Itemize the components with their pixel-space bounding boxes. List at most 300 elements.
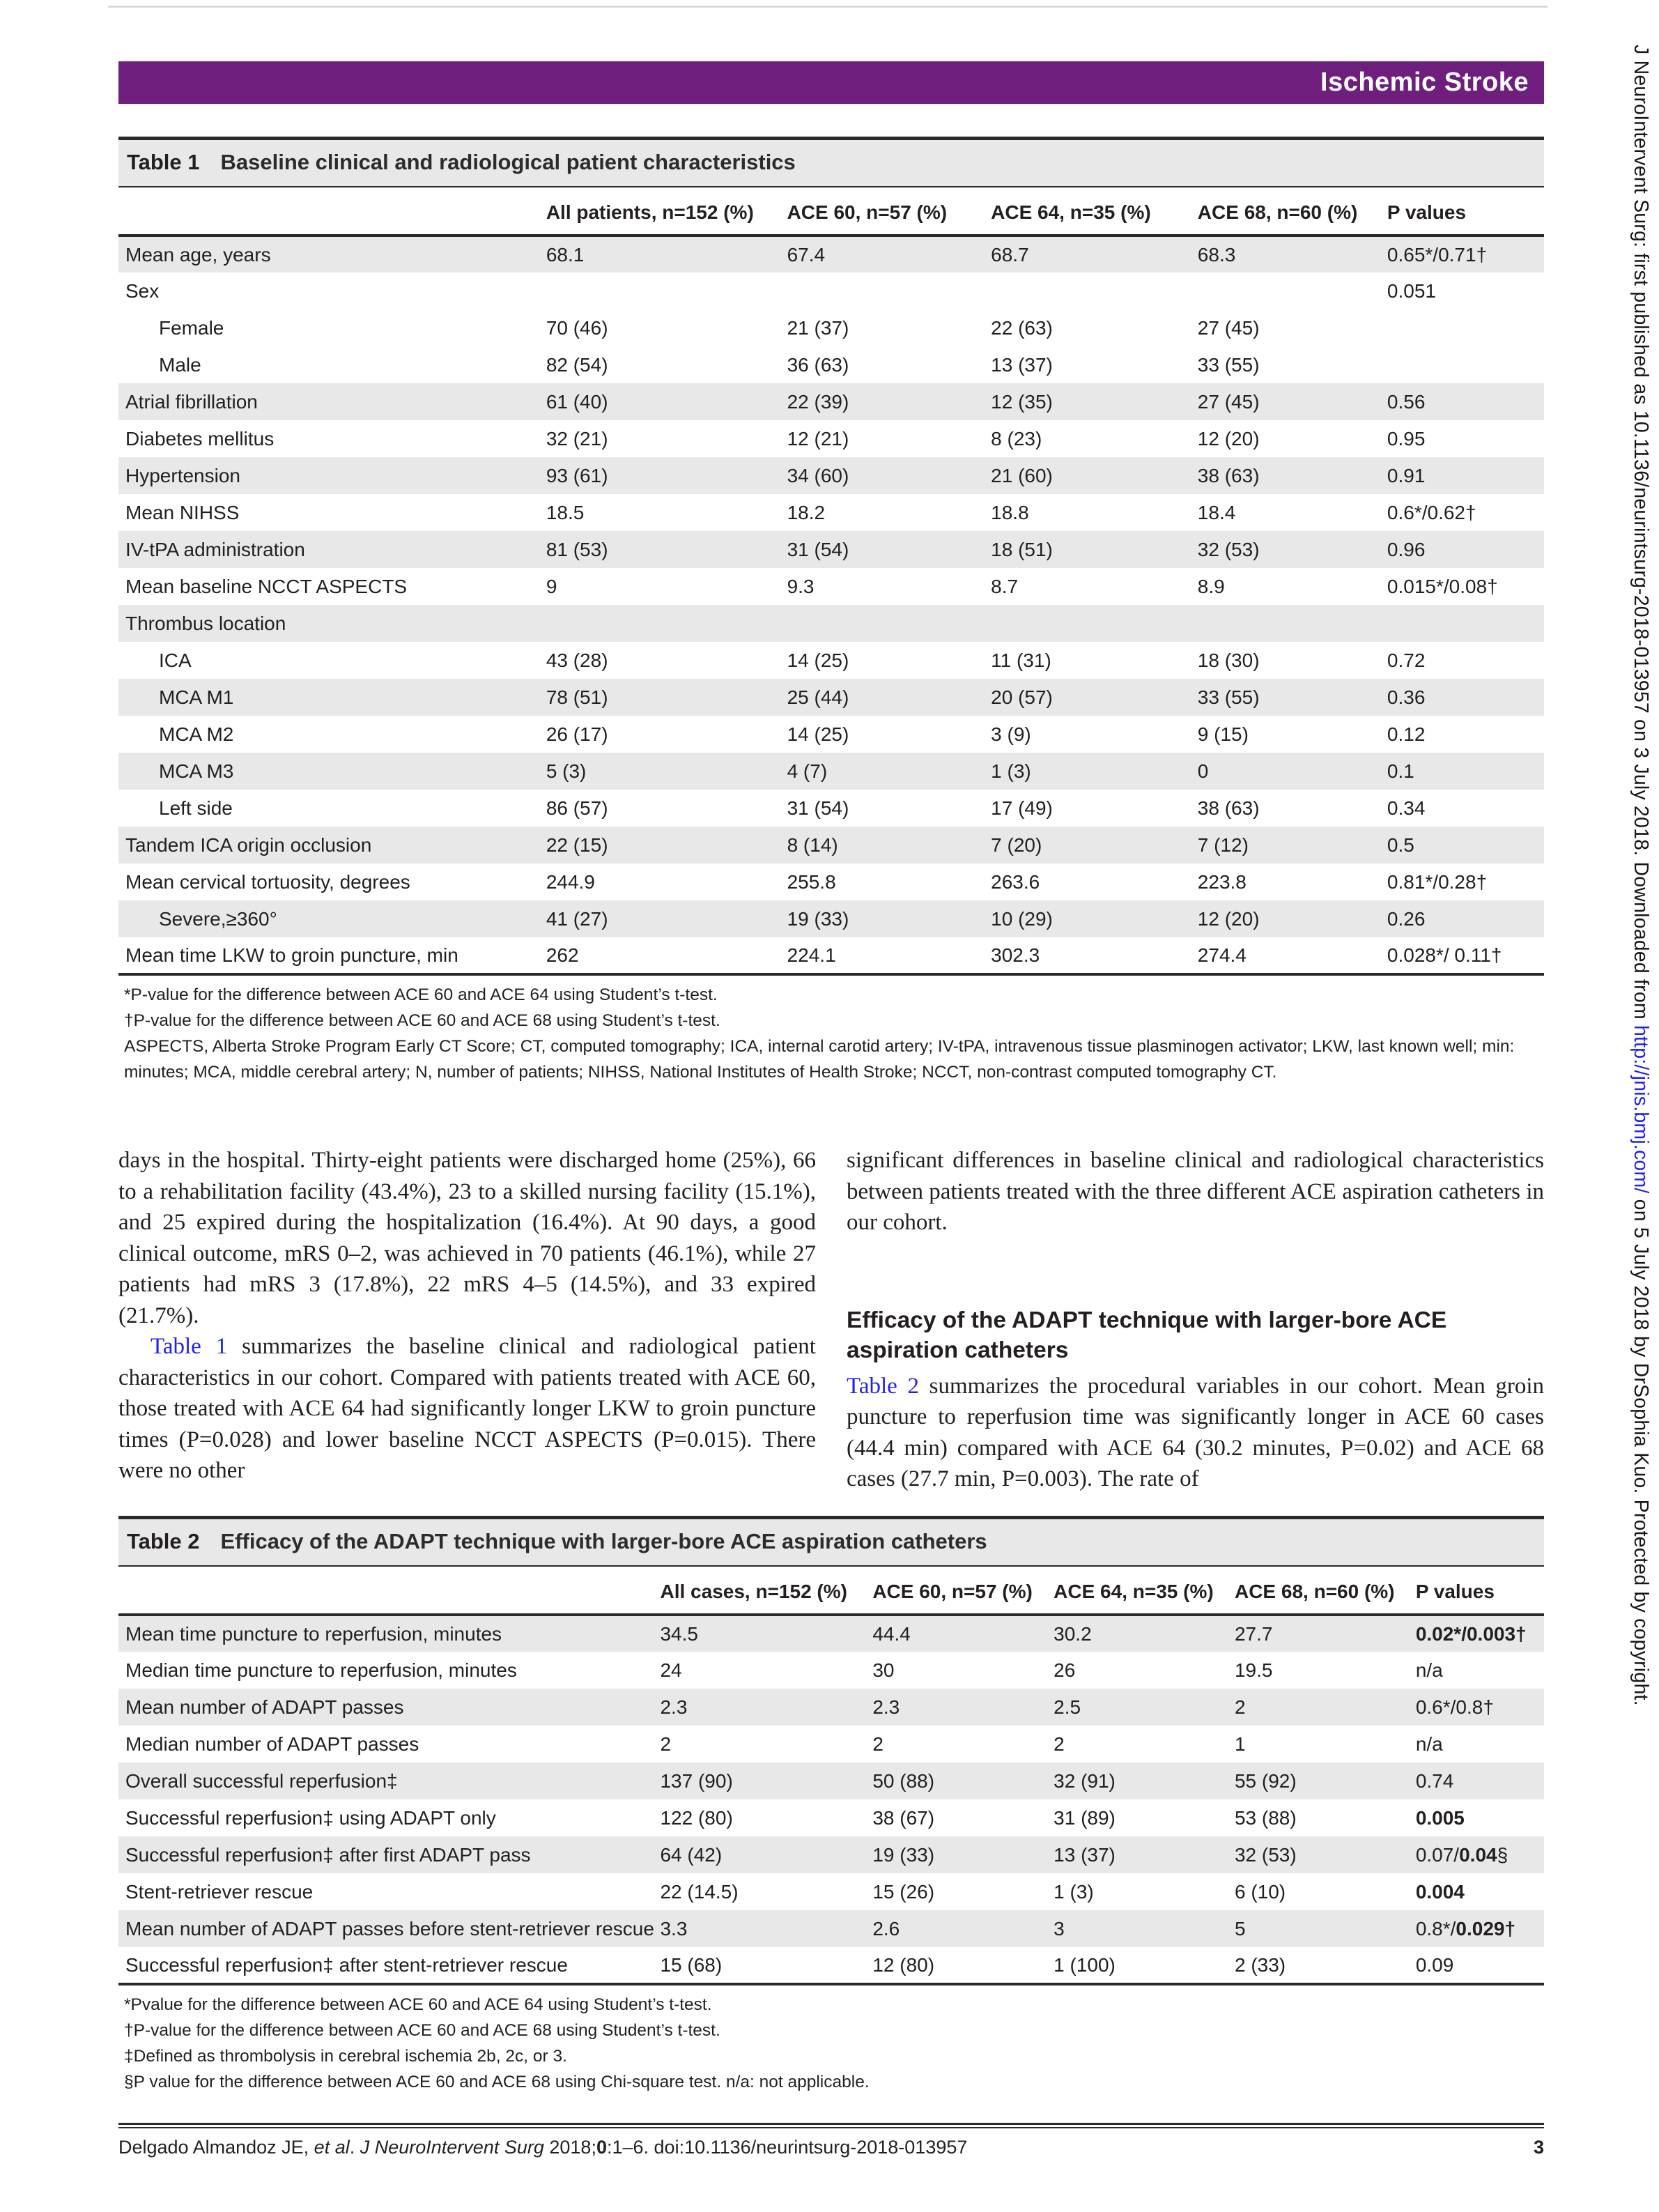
row-label: Mean age, years <box>125 244 271 266</box>
text-segment: 0.34 <box>1387 797 1426 819</box>
text-segment: 0.72 <box>1387 650 1426 671</box>
text-segment: . <box>349 2136 360 2158</box>
text-segment: 0.015*/0.08† <box>1387 576 1498 597</box>
cell-value: 41 (27) <box>546 908 608 930</box>
footnote: †P-value for the difference between ACE 60 and ACE 68 using Student’s t-test. <box>124 2020 720 2040</box>
cell-pvalue <box>1387 605 1544 642</box>
cell-value: 68.7 <box>991 244 1029 266</box>
table-row <box>118 790 1544 827</box>
column-header: ACE 60, n=57 (%) <box>872 1567 1054 1615</box>
column-header: All patients, n=152 (%) <box>546 187 787 236</box>
cell-value: 38 (67) <box>872 1806 935 1829</box>
body-text <box>118 1145 1544 1495</box>
footer-citation <box>118 2137 967 2158</box>
section-banner <box>118 61 1544 104</box>
row-label: Male <box>159 354 201 376</box>
cell-value: 5 (3) <box>546 760 587 782</box>
cell-pvalue <box>1387 900 1544 937</box>
row-label: MCA M3 <box>159 760 234 782</box>
cell-pvalue <box>1387 236 1544 272</box>
sidebar-link[interactable]: http://jnis.bmj.com/ <box>1630 1024 1652 1194</box>
cell-value: 302.3 <box>991 944 1040 966</box>
cell-value: 32 (53) <box>1234 1843 1297 1866</box>
table-row <box>118 716 1544 753</box>
text-segment: summarizes the procedural variables in our cohort. Mean groin puncture to reperfusion time was significantly longer in ACE 60 cases (44.4 min) compared with ACE 64 (30.2 minutes, P=0.02) and ACE 68 cases (27.7 min, P=0.003). The rate of <box>847 1373 1545 1491</box>
table2-header-row <box>118 1567 1544 1615</box>
cell-value: 32 (91) <box>1054 1769 1116 1792</box>
table-row <box>118 937 1544 974</box>
cell-value: 68.3 <box>1197 244 1236 266</box>
cell-value: 19.5 <box>1234 1659 1273 1681</box>
cell-pvalue <box>1416 1726 1544 1762</box>
row-label: Successful reperfusion‡ after stent-retriever rescue <box>125 1953 568 1976</box>
table-ref-link[interactable]: Table 1 <box>151 1334 228 1359</box>
text-segment: 0.81*/0.28† <box>1387 871 1488 893</box>
cell-pvalue <box>1416 1615 1544 1652</box>
cell-pvalue <box>1387 642 1544 679</box>
right-column-text <box>847 1145 1544 1495</box>
cell-value: 1 (100) <box>1054 1953 1116 1976</box>
paragraph <box>847 1145 1544 1238</box>
cell-value: 33 (55) <box>1197 354 1260 376</box>
footnote: ASPECTS, Alberta Stroke Program Early CT Score; CT, computed tomography; ICA, internal carotid artery; IV-tPA, intravenous tissue plasminogen activator; LKW, last known well; min: minutes; MCA, middle cerebral artery; N, number of patients; NIHSS, National Institutes of Health Stroke; NCCT, non-contrast computed tomography CT. <box>124 1037 1515 1082</box>
cell-value <box>991 272 1198 309</box>
cell-value: 32 (21) <box>546 428 608 450</box>
table1-container <box>118 137 1544 1095</box>
table1-header-row <box>118 187 1544 236</box>
text-segment: 0.029† <box>1456 1917 1516 1940</box>
cell-value <box>1198 272 1387 309</box>
cell-value: 20 (57) <box>991 686 1053 708</box>
table-row <box>118 642 1544 679</box>
cell-value: 2 <box>1054 1733 1065 1755</box>
cell-value: 2.5 <box>1054 1696 1081 1718</box>
cell-value: 61 (40) <box>546 391 608 413</box>
column-header: ACE 64, n=35 (%) <box>1054 1567 1235 1615</box>
cell-value: 22 (15) <box>546 834 608 856</box>
cell-value: 18.4 <box>1197 502 1236 523</box>
table2 <box>118 1567 1544 1986</box>
cell-value: 30.2 <box>1054 1622 1092 1645</box>
text-segment: 0.95 <box>1387 428 1426 450</box>
cell-value: 22 (14.5) <box>660 1880 739 1903</box>
table-row <box>118 1910 1544 1947</box>
cell-value: 255.8 <box>787 871 836 893</box>
cell-value: 3 (9) <box>991 723 1031 745</box>
cell-value: 2 <box>1234 1696 1246 1718</box>
cell-value: 224.1 <box>787 944 836 966</box>
cell-value: 24 <box>660 1659 682 1681</box>
cell-value: 2.3 <box>872 1696 900 1718</box>
cell-pvalue <box>1416 1836 1544 1873</box>
cell-value: 223.8 <box>1197 871 1247 893</box>
cell-value: 8.7 <box>991 576 1019 597</box>
cell-value: 1 <box>1234 1733 1246 1755</box>
cell-value <box>546 605 787 642</box>
cell-pvalue <box>1387 863 1544 900</box>
row-label: Successful reperfusion‡ after first ADAPT pass <box>125 1843 531 1866</box>
text-segment: 0.56 <box>1387 391 1426 413</box>
table-row <box>118 863 1544 900</box>
page-content <box>118 0 1544 2158</box>
left-column-text <box>118 1145 816 1495</box>
table1 <box>118 187 1544 976</box>
column-header: P values <box>1387 187 1544 236</box>
cell-value: 12 (35) <box>991 391 1053 413</box>
table1-number: Table 1 <box>127 150 200 174</box>
table2-title: Efficacy of the ADAPT technique with larger-bore ACE aspiration catheters <box>220 1528 987 1553</box>
column-header: ACE 68, n=60 (%) <box>1198 187 1387 236</box>
cell-value: 1 (3) <box>1054 1880 1094 1903</box>
footnote: *Pvalue for the difference between ACE 60 and ACE 64 using Student’s t-test. <box>124 1995 712 2014</box>
cell-value: 34 (60) <box>787 465 849 486</box>
row-label: Left side <box>159 797 233 819</box>
text-segment: et al <box>314 2136 350 2158</box>
text-segment: 0 <box>596 2136 607 2158</box>
cell-value: 2 (33) <box>1234 1953 1286 1976</box>
cell-value: 2.6 <box>872 1917 900 1940</box>
table-row <box>118 457 1544 494</box>
cell-value: 18.2 <box>787 502 826 523</box>
cell-value: 27 (45) <box>1197 391 1260 413</box>
row-label: Mean baseline NCCT ASPECTS <box>125 576 408 597</box>
cell-pvalue <box>1387 309 1544 346</box>
table2-footnotes <box>118 1986 1544 2105</box>
text-segment: summarizes the baseline clinical and radiological patient characteristics in our cohort. Compared with patients treated with ACE 60, those treated with ACE 64 had significantly longer LKW to groin puncture times (P=0.028) and lower baseline NCCT ASPECTS (P=0.015). There were no other <box>118 1334 816 1483</box>
table1-title: Baseline clinical and radiological patient characteristics <box>220 150 796 174</box>
footnote: ‡Defined as thrombolysis in cerebral ischemia 2b, 2c, or 3. <box>124 2046 567 2066</box>
cell-pvalue <box>1387 494 1544 531</box>
table-row <box>118 1726 1544 1762</box>
text-segment: 0.02*/0.003† <box>1415 1622 1527 1645</box>
cell-value: 43 (28) <box>546 650 608 671</box>
text-segment: 0.91 <box>1387 465 1426 486</box>
text-segment: 0.028*/ 0.11† <box>1387 944 1502 966</box>
table-row <box>118 309 1544 346</box>
text-segment: 0.6*/0.62† <box>1387 502 1476 523</box>
table-row <box>118 531 1544 568</box>
row-label: Hypertension <box>125 465 240 486</box>
cell-pvalue <box>1416 1689 1544 1726</box>
cell-value: 3.3 <box>660 1917 688 1940</box>
row-label: MCA M2 <box>159 723 234 745</box>
cell-value: 21 (60) <box>991 465 1053 486</box>
row-label: Mean cervical tortuosity, degrees <box>125 871 410 893</box>
cell-value: 26 <box>1054 1659 1076 1681</box>
text-segment: on 5 July 2018 by DrSophia Kuo. Protected by copyright. <box>1630 1193 1652 1706</box>
cell-value: 14 (25) <box>787 723 849 745</box>
table1-footnotes <box>118 976 1544 1095</box>
column-header <box>118 187 546 236</box>
cell-value: 15 (26) <box>872 1880 935 1903</box>
cell-value: 70 (46) <box>546 317 608 339</box>
text-segment: 0.1 <box>1387 760 1414 782</box>
cell-pvalue <box>1387 420 1544 457</box>
text-segment: 0.09 <box>1415 1953 1454 1976</box>
table-row <box>118 1762 1544 1799</box>
table-row <box>118 1947 1544 1984</box>
table-row <box>118 494 1544 531</box>
cell-value: 32 (53) <box>1197 539 1260 560</box>
cell-pvalue <box>1387 679 1544 716</box>
cell-pvalue <box>1387 457 1544 494</box>
table2-number: Table 2 <box>127 1528 200 1553</box>
column-header: ACE 68, n=60 (%) <box>1235 1567 1416 1615</box>
cell-pvalue <box>1387 531 1544 568</box>
right-column-bottom <box>847 1371 1544 1495</box>
text-segment: n/a <box>1415 1659 1443 1681</box>
cell-value: 2 <box>660 1733 672 1755</box>
row-label: Female <box>159 317 224 339</box>
row-label: IV-tPA administration <box>125 539 305 560</box>
row-label: Tandem ICA origin occlusion <box>125 834 372 856</box>
column-header: ACE 60, n=57 (%) <box>787 187 991 236</box>
text-segment: 2018; <box>543 2136 596 2158</box>
row-label: Overall successful reperfusion‡ <box>125 1769 398 1792</box>
cell-pvalue <box>1387 753 1544 790</box>
table2-container <box>118 1516 1544 2105</box>
cell-value: 68.1 <box>546 244 585 266</box>
table-row <box>118 568 1544 605</box>
text-segment: 0.005 <box>1415 1806 1465 1829</box>
page-footer <box>118 2128 1544 2158</box>
column-header: ACE 64, n=35 (%) <box>991 187 1198 236</box>
cell-value: 30 <box>872 1659 895 1681</box>
paragraph <box>118 1145 816 1331</box>
row-label: Successful reperfusion‡ using ADAPT only <box>125 1806 496 1829</box>
cell-value: 53 (88) <box>1234 1806 1297 1829</box>
text-segment: days in the hospital. Thirty-eight patients were discharged home (25%), 66 to a rehabilitation facility (43.4%), 23 to a skilled nursing facility (15.1%), and 25 expired during the hospitalization (16.4%). At 90 days, a good clinical outcome, mRS 0–2, was achieved in 70 patients (46.1%), while 27 patients had mRS 3 (17.8%), 22 mRS 4–5 (14.5%), and 33 expired (21.7%). <box>118 1148 816 1328</box>
cell-pvalue <box>1416 1762 1544 1799</box>
table2-caption <box>118 1516 1544 1567</box>
text-segment: § <box>1497 1843 1508 1866</box>
table-row <box>118 420 1544 457</box>
sidebar-citation <box>1629 45 1652 2184</box>
footnote: §P value for the difference between ACE 60 and ACE 68 using Chi-square test. n/a: not applicable. <box>124 2072 870 2091</box>
cell-value <box>787 605 991 642</box>
cell-pvalue <box>1416 1799 1544 1836</box>
text-segment: Delgado Almandoz JE, <box>118 2136 314 2158</box>
cell-value: 2.3 <box>660 1696 688 1718</box>
cell-pvalue <box>1387 272 1544 309</box>
text-segment: :1–6. doi:10.1136/neurintsurg-2018-013957 <box>606 2136 968 2158</box>
cell-value: 262 <box>546 944 579 966</box>
table-row <box>118 1689 1544 1726</box>
text-segment: J NeuroIntervent Surg: first published as 10.1136/neurintsurg-2018-013957 on 3 July 2018. Downloaded from <box>1630 45 1652 1025</box>
text-segment: 0.04 <box>1459 1843 1497 1866</box>
cell-value: 5 <box>1234 1917 1246 1940</box>
cell-pvalue <box>1416 1873 1544 1910</box>
section-title: Ischemic Stroke <box>1320 68 1529 97</box>
text-segment: J NeuroIntervent Surg <box>360 2136 544 2158</box>
row-label: Median time puncture to reperfusion, minutes <box>125 1659 517 1681</box>
footnote: †P-value for the difference between ACE 60 and ACE 68 using Student’s t-test. <box>124 1011 720 1030</box>
cell-pvalue <box>1387 790 1544 827</box>
cell-value: 12 (20) <box>1197 428 1260 450</box>
row-label: Diabetes mellitus <box>125 428 275 450</box>
cell-value: 12 (20) <box>1197 908 1260 930</box>
row-label: Median number of ADAPT passes <box>125 1733 419 1755</box>
table-row <box>118 1652 1544 1689</box>
paragraph <box>118 1331 816 1487</box>
cell-value: 4 (7) <box>787 760 828 782</box>
table-row <box>118 383 1544 420</box>
cell-value: 9.3 <box>787 576 815 597</box>
cell-value: 93 (61) <box>546 465 608 486</box>
cell-value: 274.4 <box>1197 944 1247 966</box>
text-segment: 0.051 <box>1387 280 1436 302</box>
cell-pvalue <box>1416 1910 1544 1947</box>
text-segment: 0.07/ <box>1415 1843 1460 1866</box>
cell-value: 12 (21) <box>787 428 849 450</box>
cell-pvalue <box>1387 383 1544 420</box>
cell-value: 38 (63) <box>1197 797 1260 819</box>
cell-value: 36 (63) <box>787 354 849 376</box>
table-row <box>118 827 1544 863</box>
cell-value: 13 (37) <box>1054 1843 1116 1866</box>
cell-value <box>546 272 787 309</box>
cell-value: 64 (42) <box>660 1843 723 1866</box>
cell-value: 11 (31) <box>991 650 1051 671</box>
table-row <box>118 753 1544 790</box>
text-segment: significant differences in baseline clinical and radiological characteristics between patients treated with the three different ACE aspiration catheters in our cohort. <box>847 1148 1544 1235</box>
cell-value: 25 (44) <box>787 686 849 708</box>
cell-value: 7 (20) <box>991 834 1042 856</box>
cell-value: 14 (25) <box>787 650 849 671</box>
cell-value: 18.5 <box>546 502 585 523</box>
cell-value: 33 (55) <box>1197 686 1260 708</box>
cell-value: 8 (23) <box>991 428 1042 450</box>
cell-value <box>787 272 991 309</box>
cell-pvalue <box>1416 1652 1544 1689</box>
cell-pvalue <box>1387 827 1544 863</box>
cell-value: 31 (89) <box>1054 1806 1116 1829</box>
table-row <box>118 900 1544 937</box>
cell-value: 10 (29) <box>991 908 1053 930</box>
text-segment: 0.6*/0.8† <box>1415 1696 1494 1718</box>
row-label: Stent-retriever rescue <box>125 1880 314 1903</box>
row-label: MCA M1 <box>159 686 234 708</box>
right-column-top <box>847 1145 1544 1238</box>
row-label: Severe,≥360° <box>159 908 277 930</box>
text-segment: 0.96 <box>1387 539 1426 560</box>
cell-value: 38 (63) <box>1197 465 1260 486</box>
cell-value: 18 (51) <box>991 539 1053 560</box>
cell-value: 137 (90) <box>660 1769 733 1792</box>
cell-value: 50 (88) <box>872 1769 935 1792</box>
paragraph <box>847 1371 1544 1495</box>
row-label: Mean time LKW to groin puncture, min <box>125 944 458 966</box>
cell-value: 244.9 <box>546 871 595 893</box>
cell-pvalue <box>1387 568 1544 605</box>
cell-value: 6 (10) <box>1234 1880 1286 1903</box>
text-segment: 0.5 <box>1387 834 1414 856</box>
cell-value: 2 <box>872 1733 883 1755</box>
table-ref-link[interactable]: Table 2 <box>847 1373 919 1399</box>
cell-value: 19 (33) <box>787 908 849 930</box>
table-row <box>118 272 1544 309</box>
text-segment: 0.004 <box>1415 1880 1465 1903</box>
table1-body <box>118 236 1544 974</box>
table-row <box>118 346 1544 383</box>
cell-pvalue <box>1387 937 1544 974</box>
cell-value: 122 (80) <box>660 1806 733 1829</box>
cell-value: 7 (12) <box>1197 834 1249 856</box>
cell-value: 31 (54) <box>787 539 849 560</box>
row-label: Mean number of ADAPT passes before stent-retriever rescue <box>125 1917 654 1940</box>
cell-value: 9 (15) <box>1197 723 1249 745</box>
cell-value: 9 <box>546 576 557 597</box>
table-row <box>118 236 1544 272</box>
cell-value <box>1198 605 1387 642</box>
cell-value: 18.8 <box>991 502 1029 523</box>
cell-value <box>991 605 1198 642</box>
row-label: Mean number of ADAPT passes <box>125 1696 404 1718</box>
section-heading: Efficacy of the ADAPT technique with larger-bore ACE aspiration catheters <box>847 1307 1447 1363</box>
table-row <box>118 1836 1544 1873</box>
cell-value: 27.7 <box>1234 1622 1273 1645</box>
column-header: P values <box>1416 1567 1544 1615</box>
row-label: Mean NIHSS <box>125 502 240 523</box>
cell-value: 22 (63) <box>991 317 1053 339</box>
cell-pvalue <box>1416 1947 1544 1984</box>
cell-value: 55 (92) <box>1234 1769 1297 1792</box>
page-number: 3 <box>1533 2136 1544 2158</box>
table-row <box>118 1873 1544 1910</box>
table1-caption <box>118 137 1544 187</box>
row-label: ICA <box>159 650 192 671</box>
text-segment: 0.26 <box>1387 908 1426 930</box>
text-segment: n/a <box>1415 1733 1443 1755</box>
column-header: All cases, n=152 (%) <box>660 1567 872 1615</box>
cell-value: 78 (51) <box>546 686 608 708</box>
cell-pvalue <box>1387 716 1544 753</box>
text-segment: 0.36 <box>1387 686 1426 708</box>
cell-pvalue <box>1387 346 1544 383</box>
cell-value: 15 (68) <box>660 1953 723 1976</box>
table-row <box>118 679 1544 716</box>
cell-value: 13 (37) <box>991 354 1053 376</box>
cell-value: 18 (30) <box>1197 650 1260 671</box>
cell-value: 8.9 <box>1197 576 1225 597</box>
cell-value: 67.4 <box>787 244 826 266</box>
cell-value: 22 (39) <box>787 391 849 413</box>
text-segment: 0.65*/0.71† <box>1387 244 1488 266</box>
text-segment: 0.12 <box>1387 723 1426 745</box>
cell-value: 17 (49) <box>991 797 1053 819</box>
row-label: Atrial fibrillation <box>125 391 258 413</box>
cell-value: 19 (33) <box>872 1843 935 1866</box>
cell-value: 31 (54) <box>787 797 849 819</box>
cell-value: 21 (37) <box>787 317 849 339</box>
row-label: Thrombus location <box>125 613 286 634</box>
cell-value: 44.4 <box>872 1622 911 1645</box>
cell-value: 3 <box>1054 1917 1065 1940</box>
row-label: Mean time puncture to reperfusion, minutes <box>125 1622 502 1645</box>
table-row <box>118 1799 1544 1836</box>
cell-value: 26 (17) <box>546 723 608 745</box>
table2-body <box>118 1615 1544 1984</box>
footnote: *P-value for the difference between ACE 60 and ACE 64 using Student’s t-test. <box>124 985 718 1004</box>
cell-value: 263.6 <box>991 871 1040 893</box>
cell-value: 27 (45) <box>1197 317 1260 339</box>
cell-value: 12 (80) <box>872 1953 935 1976</box>
cell-value: 8 (14) <box>787 834 838 856</box>
footer-rule <box>118 2123 1544 2128</box>
table-row <box>118 605 1544 642</box>
column-header <box>118 1567 660 1615</box>
cell-value: 82 (54) <box>546 354 608 376</box>
